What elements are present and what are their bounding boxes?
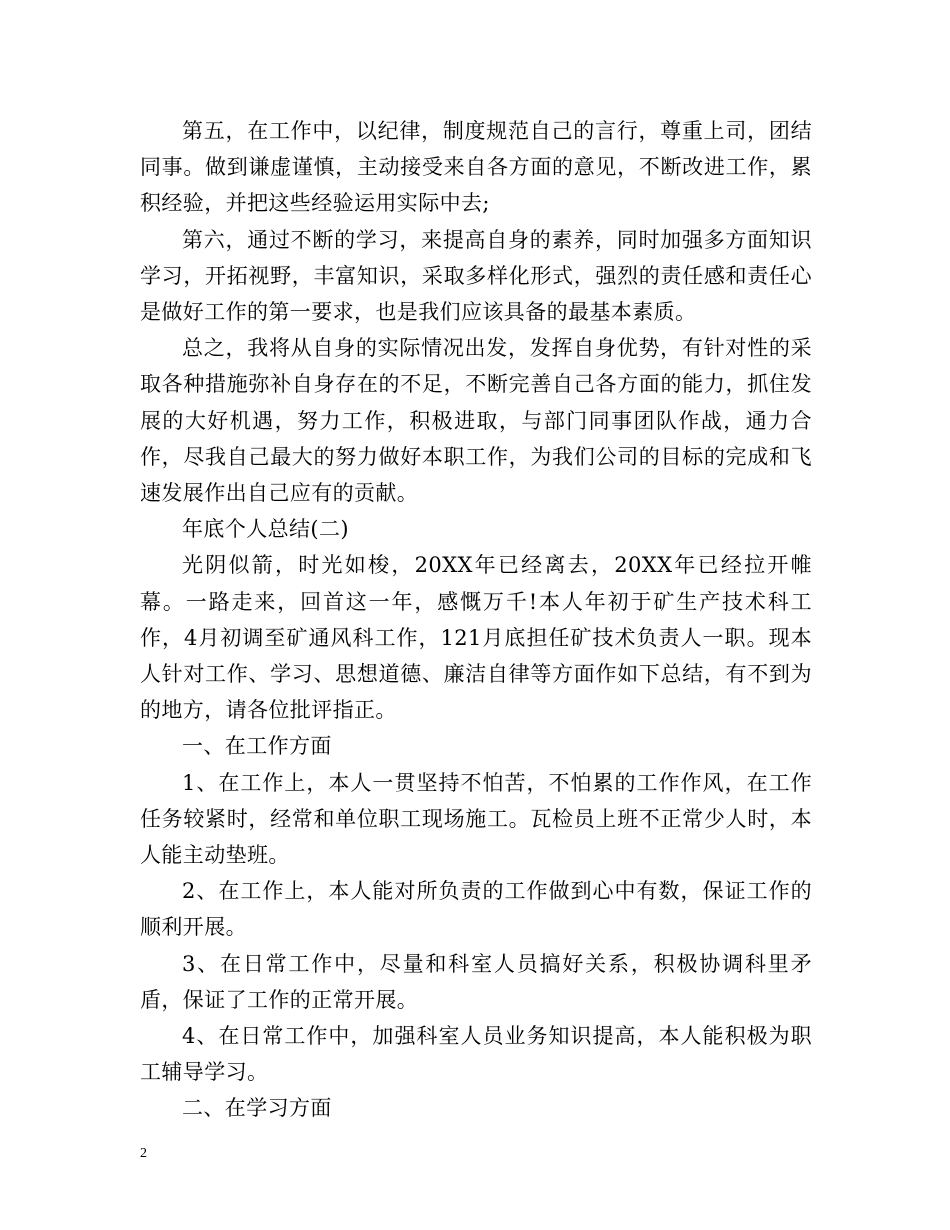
paragraph-fifth-point: 第五，在工作中，以纪律，制度规范自己的言行，尊重上司，团结同事。做到谦虚谨慎，主动接受来自各方面的意见，不断改进工作，累积经验，并把这些经验运用实际中去; xyxy=(140,119,812,216)
list-item-work-4: 4、在日常工作中，加强科室人员业务知识提高，本人能积极为职工辅导学习。 xyxy=(140,1024,812,1085)
section-heading-work: 一、在工作方面 xyxy=(182,734,332,759)
document-body xyxy=(140,113,812,1127)
paragraph-introduction: 光阴似箭，时光如梭，20XX年已经离去，20XX年已经拉开帷幕。一路走来，回首这一年，感慨万千!本人年初于矿生产技术科工作，4月初调至矿通风科工作，121月底担任矿技术负责人一职。现本人针对工作、学习、思想道德、廉洁自律等方面作如下总结，有不到为的地方，请各位批评指正。 xyxy=(140,553,812,723)
paragraph-conclusion: 总之，我将从自身的实际情况出发，发挥自身优势，有针对性的采取各种措施弥补自身存在的不足，不断完善自己各方面的能力，抓住发展的大好机遇，努力工作，积极进取，与部门同事团队作战，通力合作，尽我自己最大的努力做好本职工作，为我们公司的目标的完成和飞速发展作出自己应有的贡献。 xyxy=(140,336,812,506)
list-item-work-3: 3、在日常工作中，尽量和科室人员搞好关系，积极协调科里矛盾，保证了工作的正常开展。 xyxy=(140,951,812,1012)
section-heading-summary-two: 年底个人总结(二) xyxy=(182,517,349,542)
list-item-work-2: 2、在工作上，本人能对所负责的工作做到心中有数，保证工作的顺利开展。 xyxy=(140,879,812,940)
section-heading-study: 二、在学习方面 xyxy=(182,1096,332,1121)
page-number: 2 xyxy=(140,1146,147,1161)
paragraph-sixth-point: 第六，通过不断的学习，来提高自身的素养，同时加强多方面知识学习，开拓视野，丰富知识，采取多样化形式，强烈的责任感和责任心是做好工作的第一要求，也是我们应该具备的最基本素质。 xyxy=(140,227,812,325)
list-item-work-1: 1、在工作上，本人一贯坚持不怕苦，不怕累的工作作风，在工作任务较紧时，经常和单位职工现场施工。瓦检员上班不正常少人时，本人能主动垫班。 xyxy=(140,770,812,868)
